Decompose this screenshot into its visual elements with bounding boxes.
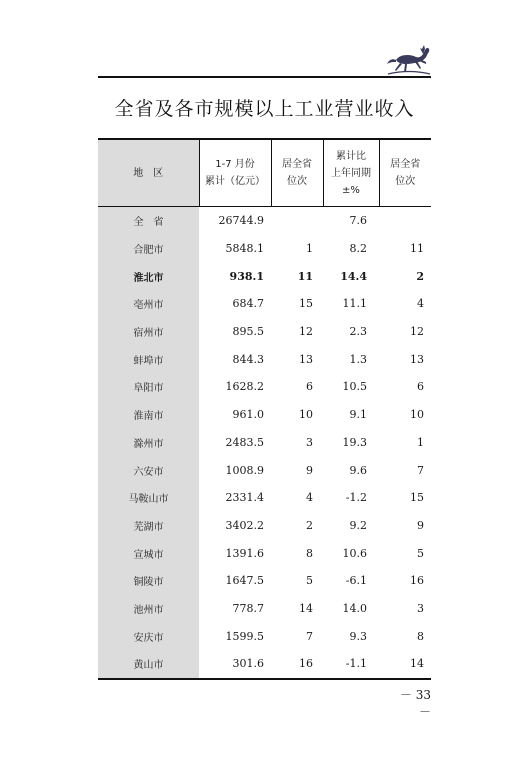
region-cell: 阜阳市 [98, 373, 199, 401]
growth-rank-cell: 13 [410, 352, 424, 366]
table-row [98, 456, 431, 484]
region-cell: 全 省 [98, 207, 199, 235]
cumulative-cell: 2483.5 [225, 435, 264, 449]
growth-cell: 7.6 [349, 214, 367, 228]
region-cell: 宿州市 [98, 318, 199, 346]
table-row [98, 345, 431, 373]
header-growth: 累计比 上年同期 ±% [323, 139, 379, 207]
header-region: 地 区 [98, 139, 199, 207]
table-row [98, 650, 431, 679]
rank-cell: 3 [306, 435, 313, 449]
table-row [98, 539, 431, 567]
growth-cell: 2.3 [349, 325, 367, 339]
region-cell: 铜陵市 [98, 567, 199, 595]
growth-rank-cell: 11 [410, 242, 424, 256]
page-title: 全省及各市规模以上工业营业收入 [114, 98, 415, 120]
rank-cell: 15 [299, 297, 313, 311]
growth-cell: 1.3 [349, 352, 367, 366]
table-row [98, 567, 431, 595]
growth-rank-cell: 8 [417, 629, 424, 643]
rank-cell: 1 [306, 242, 313, 256]
growth-rank-cell: 4 [417, 297, 424, 311]
cumulative-cell: 1628.2 [225, 380, 264, 394]
growth-rank-cell: 6 [417, 380, 424, 394]
rank-cell: 16 [271, 650, 323, 679]
growth-cell: -1.1 [323, 650, 379, 679]
header-cumulative: 1-7 月份 累计（亿元） [199, 139, 271, 207]
growth-cell: 8.2 [349, 242, 367, 256]
table-row [98, 373, 431, 401]
growth-rank-cell [379, 207, 431, 235]
region-cell: 淮南市 [98, 401, 199, 429]
growth-cell: 10.6 [342, 546, 367, 560]
horse-logo-icon [386, 40, 432, 76]
region-cell: 淮北市 [98, 262, 199, 290]
growth-rank-cell: 16 [410, 574, 424, 588]
cumulative-cell: 26744.9 [218, 214, 264, 228]
table-row [98, 622, 431, 650]
growth-cell: 14.4 [340, 269, 367, 283]
growth-rank-cell: 2 [416, 269, 424, 283]
rank-cell: 10 [299, 408, 313, 422]
rank-cell: 9 [306, 463, 313, 477]
cumulative-cell: 778.7 [232, 601, 264, 615]
growth-rank-cell: 12 [410, 325, 424, 339]
growth-cell: 9.3 [349, 629, 367, 643]
growth-rank-cell: 7 [417, 463, 424, 477]
cumulative-cell: 844.3 [232, 352, 264, 366]
page-number: － 33 － [399, 688, 431, 719]
header-rule [98, 76, 431, 78]
region-cell: 六安市 [98, 456, 199, 484]
table-row [98, 207, 431, 235]
region-cell: 马鞍山市 [98, 484, 199, 512]
growth-cell: 14.0 [342, 601, 367, 615]
region-cell: 宣城市 [98, 539, 199, 567]
cumulative-cell: 1008.9 [225, 463, 264, 477]
growth-cell: 10.5 [342, 380, 367, 394]
region-cell: 黄山市 [98, 650, 199, 679]
growth-cell: 9.2 [349, 518, 367, 532]
header-growth-rank: 居全省 位次 [379, 139, 431, 207]
growth-rank-cell: 5 [417, 546, 424, 560]
region-cell: 滁州市 [98, 429, 199, 457]
cumulative-cell: 1391.6 [225, 546, 264, 560]
rank-cell: 8 [306, 546, 313, 560]
region-cell: 池州市 [98, 595, 199, 623]
region-cell: 合肥市 [98, 235, 199, 263]
header-rank: 居全省 位次 [271, 139, 323, 207]
growth-rank-cell: 14 [379, 650, 431, 679]
growth-cell: 11.1 [342, 297, 367, 311]
cumulative-cell: 301.6 [199, 650, 271, 679]
region-cell: 亳州市 [98, 290, 199, 318]
table-row [98, 429, 431, 457]
region-cell: 芜湖市 [98, 512, 199, 540]
growth-cell: 19.3 [342, 435, 367, 449]
cumulative-cell: 938.1 [229, 269, 264, 283]
growth-rank-cell: 15 [410, 491, 424, 505]
cumulative-cell: 895.5 [232, 325, 264, 339]
table-row [98, 262, 431, 290]
cumulative-cell: 1647.5 [225, 574, 264, 588]
growth-rank-cell: 1 [417, 435, 424, 449]
rank-cell: 4 [306, 491, 313, 505]
rank-cell: 11 [297, 269, 313, 283]
table-row [98, 512, 431, 540]
growth-rank-cell: 3 [417, 601, 424, 615]
growth-cell: 9.6 [349, 463, 367, 477]
table-row [98, 290, 431, 318]
rank-cell: 2 [306, 518, 313, 532]
region-cell: 蚌埠市 [98, 345, 199, 373]
table-row [98, 484, 431, 512]
table-row [98, 595, 431, 623]
growth-rank-cell: 9 [417, 518, 424, 532]
cumulative-cell: 5848.1 [225, 242, 264, 256]
rank-cell: 12 [299, 325, 313, 339]
growth-cell: -6.1 [345, 574, 367, 588]
cumulative-cell: 684.7 [232, 297, 264, 311]
table-row [98, 401, 431, 429]
industrial-revenue-table [98, 138, 431, 680]
region-cell: 安庆市 [98, 622, 199, 650]
rank-cell: 7 [306, 629, 313, 643]
cumulative-cell: 2331.4 [225, 491, 264, 505]
growth-cell: 9.1 [349, 408, 367, 422]
rank-cell [271, 207, 323, 235]
cumulative-cell: 3402.2 [225, 518, 264, 532]
table-header-row [98, 139, 431, 207]
cumulative-cell: 1599.5 [225, 629, 264, 643]
table-row [98, 318, 431, 346]
table-row [98, 235, 431, 263]
rank-cell: 14 [299, 601, 313, 615]
cumulative-cell: 961.0 [232, 408, 264, 422]
rank-cell: 5 [306, 574, 313, 588]
rank-cell: 13 [299, 352, 313, 366]
rank-cell: 6 [306, 380, 313, 394]
growth-cell: -1.2 [345, 491, 367, 505]
growth-rank-cell: 10 [410, 408, 424, 422]
